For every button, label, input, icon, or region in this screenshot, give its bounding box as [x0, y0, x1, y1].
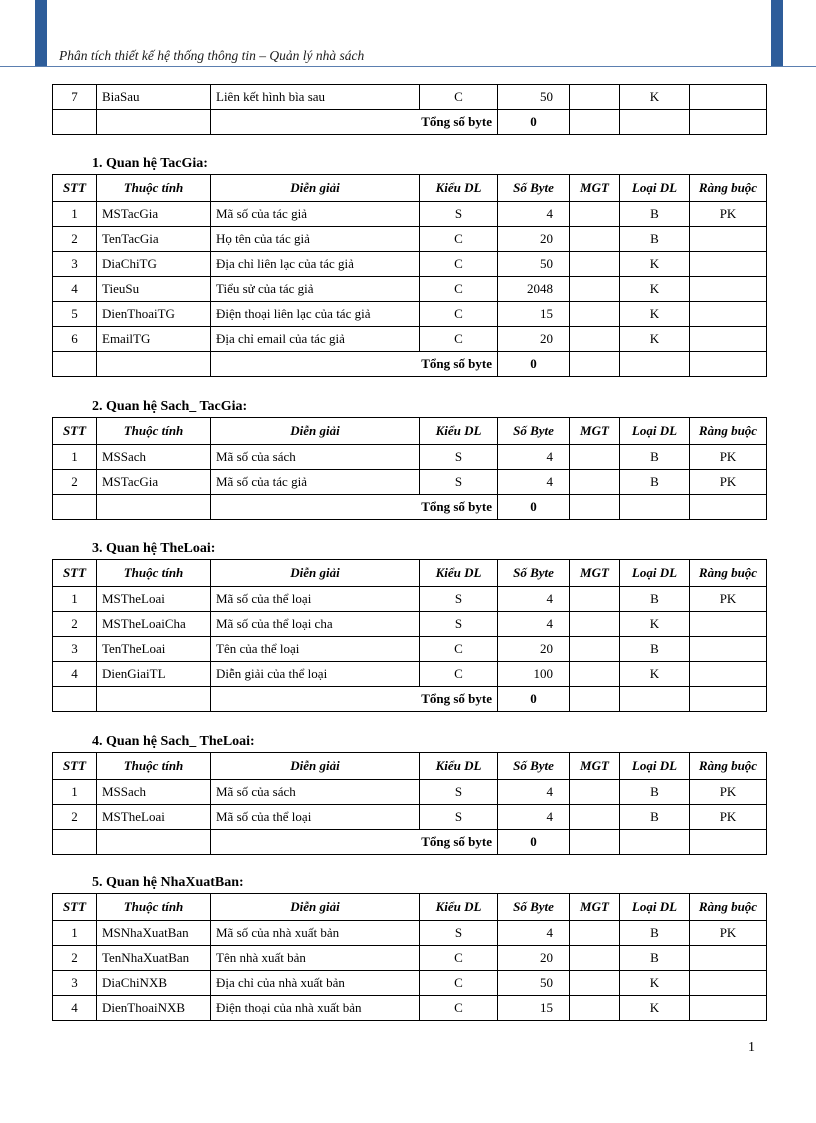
- column-header: Diễn giải: [211, 560, 420, 587]
- table-cell: [690, 637, 767, 662]
- total-value: 0: [498, 687, 570, 712]
- table-cell: C: [420, 227, 498, 252]
- table-cell: 4: [498, 202, 570, 227]
- table-cell: 1: [53, 587, 97, 612]
- table-cell: K: [620, 327, 690, 352]
- total-label: Tổng số byte: [211, 110, 498, 135]
- total-row: [53, 687, 767, 712]
- table-cell: 50: [498, 971, 570, 996]
- table-cell: [53, 495, 97, 520]
- total-label: Tổng số byte: [211, 495, 498, 520]
- table-cell: PK: [690, 805, 767, 830]
- column-header: STT: [53, 753, 97, 780]
- relation-table: [52, 174, 766, 377]
- table-cell: [570, 495, 620, 520]
- table-cell: 20: [498, 637, 570, 662]
- section-heading: 4. Quan hệ Sach_ TheLoai:: [92, 734, 255, 749]
- table-cell: 1: [53, 445, 97, 470]
- table-cell: PK: [690, 202, 767, 227]
- column-header: Loại DL: [620, 894, 690, 921]
- table-cell: 4: [498, 587, 570, 612]
- table-row: [53, 445, 767, 470]
- total-value: 0: [498, 352, 570, 377]
- table-cell: DiaChiTG: [97, 252, 211, 277]
- table-cell: [570, 327, 620, 352]
- table-header-row: [53, 560, 767, 587]
- table-cell: [570, 110, 620, 135]
- column-header: Diễn giải: [211, 894, 420, 921]
- table-cell: [570, 612, 620, 637]
- table-cell: S: [420, 202, 498, 227]
- column-header: Ràng buộc: [690, 894, 767, 921]
- table-cell: PK: [690, 587, 767, 612]
- column-header: Kiểu DL: [420, 175, 498, 202]
- table-cell: [97, 495, 211, 520]
- table-cell: [690, 302, 767, 327]
- table-cell: Mã số của sách: [211, 445, 420, 470]
- column-header: Loại DL: [620, 418, 690, 445]
- table-header-row: [53, 175, 767, 202]
- table-cell: 3: [53, 252, 97, 277]
- table-cell: TenNhaXuatBan: [97, 946, 211, 971]
- table-cell: [570, 805, 620, 830]
- table-cell: [97, 687, 211, 712]
- table-cell: C: [420, 302, 498, 327]
- table-cell: [97, 110, 211, 135]
- table-cell: [690, 687, 767, 712]
- table-cell: [690, 227, 767, 252]
- relation-table: [52, 893, 766, 1021]
- table-cell: [570, 662, 620, 687]
- column-header: Diễn giải: [211, 753, 420, 780]
- table-cell: [570, 587, 620, 612]
- table-cell: C: [420, 637, 498, 662]
- table-cell: [570, 470, 620, 495]
- table-cell: [570, 227, 620, 252]
- table-cell: [570, 445, 620, 470]
- table-row: [53, 85, 767, 110]
- table-cell: [690, 946, 767, 971]
- table-cell: PK: [690, 921, 767, 946]
- table-cell: [570, 277, 620, 302]
- table-cell: [570, 946, 620, 971]
- table-cell: C: [420, 971, 498, 996]
- column-header: Thuộc tính: [97, 560, 211, 587]
- table-cell: PK: [690, 780, 767, 805]
- table-cell: [690, 996, 767, 1021]
- column-header: Số Byte: [498, 753, 570, 780]
- table-cell: 15: [498, 996, 570, 1021]
- table-header-row: [53, 753, 767, 780]
- column-header: Số Byte: [498, 894, 570, 921]
- table-cell: 4: [498, 921, 570, 946]
- column-header: Ràng buộc: [690, 753, 767, 780]
- continued-table: [52, 84, 766, 135]
- table-cell: C: [420, 996, 498, 1021]
- table-cell: K: [620, 85, 690, 110]
- table-cell: [570, 687, 620, 712]
- column-header: Kiểu DL: [420, 560, 498, 587]
- table-cell: 4: [53, 277, 97, 302]
- total-label: Tổng số byte: [211, 830, 498, 855]
- table-cell: Liên kết hình bìa sau: [211, 85, 420, 110]
- table-row: [53, 252, 767, 277]
- table-cell: [620, 687, 690, 712]
- table-cell: B: [620, 637, 690, 662]
- table-cell: Họ tên của tác giả: [211, 227, 420, 252]
- table-cell: Địa chỉ email của tác giả: [211, 327, 420, 352]
- table-cell: EmailTG: [97, 327, 211, 352]
- total-value: 0: [498, 830, 570, 855]
- table-cell: [97, 352, 211, 377]
- table-cell: MSTacGia: [97, 202, 211, 227]
- table-cell: Mã số của sách: [211, 780, 420, 805]
- table-cell: S: [420, 445, 498, 470]
- table-cell: [570, 830, 620, 855]
- column-header: Kiểu DL: [420, 894, 498, 921]
- table-cell: MSSach: [97, 445, 211, 470]
- table-cell: [690, 971, 767, 996]
- table-cell: Địa chỉ của nhà xuất bản: [211, 971, 420, 996]
- table-cell: 4: [498, 612, 570, 637]
- column-header: Ràng buộc: [690, 175, 767, 202]
- table-cell: [620, 495, 690, 520]
- table-cell: 15: [498, 302, 570, 327]
- table-cell: 50: [498, 85, 570, 110]
- table-cell: Diễn giải của thể loại: [211, 662, 420, 687]
- table-cell: K: [620, 662, 690, 687]
- table-cell: [570, 85, 620, 110]
- table-cell: S: [420, 780, 498, 805]
- table-cell: [620, 110, 690, 135]
- table-cell: 1: [53, 202, 97, 227]
- table-cell: S: [420, 612, 498, 637]
- column-header: MGT: [570, 175, 620, 202]
- table-cell: 5: [53, 302, 97, 327]
- section-heading: 2. Quan hệ Sach_ TacGia:: [92, 399, 248, 414]
- column-header: Kiểu DL: [420, 418, 498, 445]
- table-cell: TenTheLoai: [97, 637, 211, 662]
- table-row: [53, 996, 767, 1021]
- table-cell: B: [620, 445, 690, 470]
- table-row: [53, 971, 767, 996]
- relation-table: [52, 417, 766, 520]
- table-row: [53, 277, 767, 302]
- table-cell: K: [620, 612, 690, 637]
- table-cell: [690, 662, 767, 687]
- table-cell: MSTheLoai: [97, 587, 211, 612]
- table-cell: BiaSau: [97, 85, 211, 110]
- table-cell: 2: [53, 612, 97, 637]
- column-header: STT: [53, 560, 97, 587]
- table-cell: C: [420, 85, 498, 110]
- table-cell: S: [420, 470, 498, 495]
- table-cell: 4: [53, 662, 97, 687]
- table-row: [53, 662, 767, 687]
- column-header: Số Byte: [498, 418, 570, 445]
- column-header: Ràng buộc: [690, 418, 767, 445]
- table-cell: [690, 252, 767, 277]
- table-row: [53, 946, 767, 971]
- table-cell: K: [620, 302, 690, 327]
- section-heading: 5. Quan hệ NhaXuatBan:: [92, 875, 244, 890]
- table-cell: 2: [53, 805, 97, 830]
- table-cell: B: [620, 921, 690, 946]
- table-cell: S: [420, 587, 498, 612]
- table-cell: 50: [498, 252, 570, 277]
- table-cell: Tên của thể loại: [211, 637, 420, 662]
- table-cell: B: [620, 946, 690, 971]
- table-cell: Mã số của tác giả: [211, 470, 420, 495]
- column-header: Thuộc tính: [97, 418, 211, 445]
- column-header: Số Byte: [498, 175, 570, 202]
- table-cell: Địa chỉ liên lạc của tác giả: [211, 252, 420, 277]
- table-cell: B: [620, 587, 690, 612]
- column-header: Ràng buộc: [690, 560, 767, 587]
- table-cell: 7: [53, 85, 97, 110]
- column-header: STT: [53, 418, 97, 445]
- total-value: 0: [498, 110, 570, 135]
- table-cell: [690, 277, 767, 302]
- table-header-row: [53, 894, 767, 921]
- total-row: [53, 352, 767, 377]
- table-cell: [570, 921, 620, 946]
- column-header: Kiểu DL: [420, 753, 498, 780]
- column-header: Diễn giải: [211, 175, 420, 202]
- table-cell: Điện thoại của nhà xuất bản: [211, 996, 420, 1021]
- table-cell: Điện thoại liên lạc của tác giả: [211, 302, 420, 327]
- table-cell: MSTacGia: [97, 470, 211, 495]
- table-cell: MSTheLoai: [97, 805, 211, 830]
- table-cell: K: [620, 277, 690, 302]
- section-heading: 3. Quan hệ TheLoai:: [92, 541, 216, 556]
- table-row: [53, 805, 767, 830]
- table-cell: [690, 110, 767, 135]
- table-cell: [53, 830, 97, 855]
- table-cell: [570, 252, 620, 277]
- table-cell: DienGiaiTL: [97, 662, 211, 687]
- table-cell: C: [420, 662, 498, 687]
- table-cell: [53, 687, 97, 712]
- table-cell: TieuSu: [97, 277, 211, 302]
- table-cell: S: [420, 805, 498, 830]
- table-cell: DienThoaiTG: [97, 302, 211, 327]
- table-cell: 6: [53, 327, 97, 352]
- relation-table: [52, 559, 766, 712]
- page-number: 1: [748, 1040, 755, 1055]
- table-cell: 4: [498, 780, 570, 805]
- column-header: MGT: [570, 894, 620, 921]
- header-left-accent-bar: [35, 0, 47, 66]
- column-header: Thuộc tính: [97, 894, 211, 921]
- total-value: 0: [498, 495, 570, 520]
- table-cell: B: [620, 202, 690, 227]
- table-row: [53, 780, 767, 805]
- table-cell: DienThoaiNXB: [97, 996, 211, 1021]
- table-cell: Mã số của tác giả: [211, 202, 420, 227]
- table-cell: 4: [498, 805, 570, 830]
- table-cell: [690, 830, 767, 855]
- table-cell: K: [620, 996, 690, 1021]
- table-cell: [570, 637, 620, 662]
- column-header: Thuộc tính: [97, 753, 211, 780]
- total-row: [53, 110, 767, 135]
- column-header: STT: [53, 894, 97, 921]
- table-cell: 3: [53, 637, 97, 662]
- table-cell: 2: [53, 470, 97, 495]
- table-cell: 2048: [498, 277, 570, 302]
- total-label: Tổng số byte: [211, 352, 498, 377]
- table-row: [53, 302, 767, 327]
- table-cell: Tên nhà xuất bản: [211, 946, 420, 971]
- table-cell: C: [420, 252, 498, 277]
- table-cell: C: [420, 327, 498, 352]
- column-header: Thuộc tính: [97, 175, 211, 202]
- table-cell: [690, 495, 767, 520]
- table-cell: [690, 327, 767, 352]
- table-cell: [620, 352, 690, 377]
- table-cell: 20: [498, 327, 570, 352]
- table-cell: 2: [53, 227, 97, 252]
- table-cell: 3: [53, 971, 97, 996]
- table-cell: [570, 352, 620, 377]
- table-row: [53, 227, 767, 252]
- table-cell: 1: [53, 780, 97, 805]
- table-cell: MSSach: [97, 780, 211, 805]
- table-cell: [53, 110, 97, 135]
- header-right-accent-bar: [771, 0, 783, 66]
- table-cell: PK: [690, 470, 767, 495]
- table-cell: TenTacGia: [97, 227, 211, 252]
- column-header: Diễn giải: [211, 418, 420, 445]
- table-cell: Mã số của thể loại: [211, 805, 420, 830]
- table-row: [53, 612, 767, 637]
- column-header: MGT: [570, 418, 620, 445]
- header-divider: [0, 66, 816, 67]
- table-cell: Tiểu sử của tác giả: [211, 277, 420, 302]
- table-cell: DiaChiNXB: [97, 971, 211, 996]
- total-label: Tổng số byte: [211, 687, 498, 712]
- table-cell: 4: [498, 470, 570, 495]
- column-header: STT: [53, 175, 97, 202]
- table-cell: K: [620, 252, 690, 277]
- table-cell: MSTheLoaiCha: [97, 612, 211, 637]
- table-cell: B: [620, 227, 690, 252]
- table-cell: Mã số của nhà xuất bản: [211, 921, 420, 946]
- table-cell: [570, 996, 620, 1021]
- table-row: [53, 470, 767, 495]
- column-header: MGT: [570, 753, 620, 780]
- table-cell: [690, 352, 767, 377]
- total-row: [53, 495, 767, 520]
- table-cell: PK: [690, 445, 767, 470]
- table-cell: 20: [498, 946, 570, 971]
- relation-table: [52, 752, 766, 855]
- table-cell: [53, 352, 97, 377]
- table-cell: 2: [53, 946, 97, 971]
- table-cell: C: [420, 277, 498, 302]
- table-cell: [570, 780, 620, 805]
- table-cell: 4: [53, 996, 97, 1021]
- table-cell: [97, 830, 211, 855]
- table-cell: [570, 971, 620, 996]
- table-cell: Mã số của thể loại cha: [211, 612, 420, 637]
- table-cell: K: [620, 971, 690, 996]
- table-cell: 100: [498, 662, 570, 687]
- table-cell: 1: [53, 921, 97, 946]
- table-cell: S: [420, 921, 498, 946]
- column-header: Loại DL: [620, 175, 690, 202]
- table-cell: MSNhaXuatBan: [97, 921, 211, 946]
- table-row: [53, 587, 767, 612]
- table-header-row: [53, 418, 767, 445]
- table-cell: Mã số của thể loại: [211, 587, 420, 612]
- table-cell: B: [620, 470, 690, 495]
- column-header: Loại DL: [620, 753, 690, 780]
- document-header-title: Phân tích thiết kế hệ thống thông tin – Quản lý nhà sách: [59, 48, 365, 63]
- total-row: [53, 830, 767, 855]
- table-cell: C: [420, 946, 498, 971]
- table-cell: 20: [498, 227, 570, 252]
- column-header: Số Byte: [498, 560, 570, 587]
- table-row: [53, 921, 767, 946]
- table-cell: [690, 85, 767, 110]
- column-header: Loại DL: [620, 560, 690, 587]
- table-cell: [570, 202, 620, 227]
- table-cell: [620, 830, 690, 855]
- table-cell: 4: [498, 445, 570, 470]
- table-cell: B: [620, 780, 690, 805]
- table-row: [53, 202, 767, 227]
- table-cell: [690, 612, 767, 637]
- column-header: MGT: [570, 560, 620, 587]
- table-cell: B: [620, 805, 690, 830]
- section-heading: 1. Quan hệ TacGia:: [92, 156, 208, 171]
- table-row: [53, 327, 767, 352]
- table-row: [53, 637, 767, 662]
- table-cell: [570, 302, 620, 327]
